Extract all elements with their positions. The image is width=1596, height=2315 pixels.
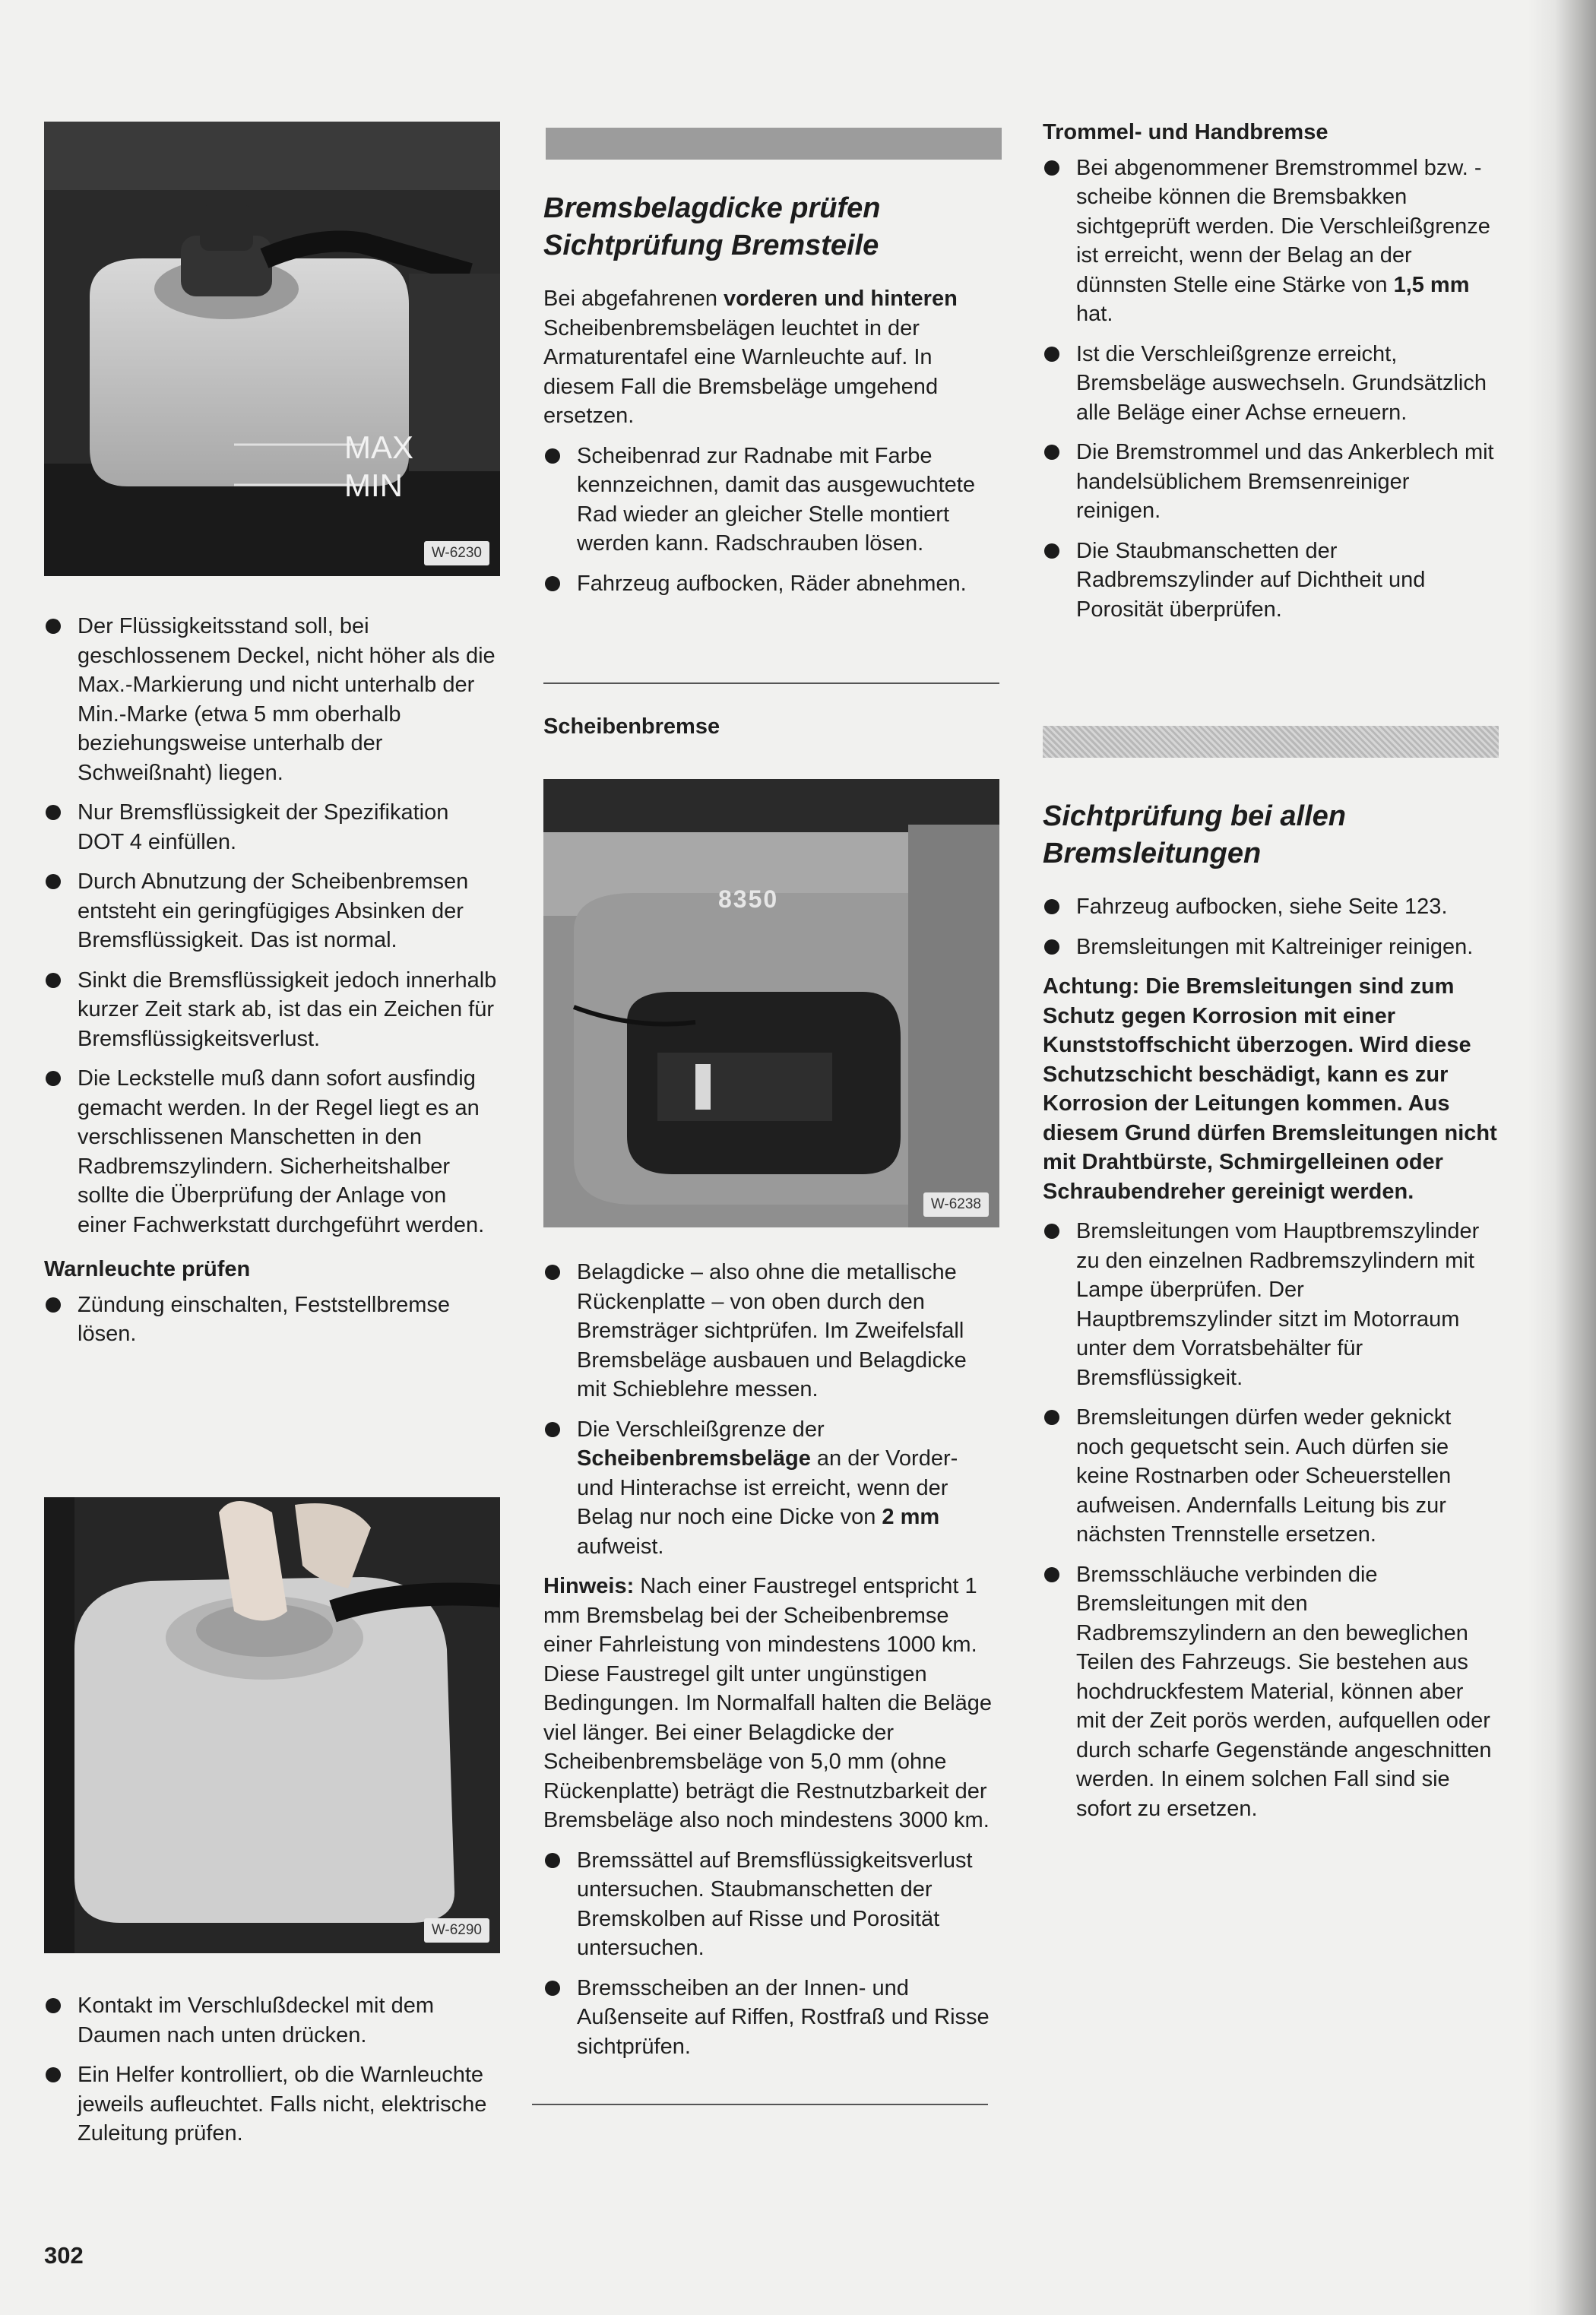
title-line-2: Bremsleitungen: [1043, 838, 1262, 869]
list-item-text: Belagdicke – also ohne die metallische Rückenplatte – von oben durch den Bremsträger sichtprüfen. Im Zweifelsfall Bremsbeläge ausbauen und Belagdicke mit Schieblehre messen.: [577, 1260, 967, 1401]
list-item: [543, 1258, 999, 1405]
list-item: [1043, 438, 1499, 526]
title-line-2: Sichtprüfung Bremsteile: [543, 230, 879, 261]
col1-text-a: [44, 612, 500, 1360]
list-item: [44, 1291, 500, 1349]
cap-illustration: [44, 1497, 500, 1953]
caliper-stamp: 8350: [718, 885, 779, 913]
intro-bold: vorderen und hinteren: [724, 287, 958, 311]
list-item: [44, 2060, 500, 2149]
col3-text-a: [1043, 118, 1499, 635]
list-item: [1043, 154, 1499, 329]
figure-code: W-6230: [424, 541, 489, 565]
list-item: [44, 1064, 500, 1240]
section-bar-dotted: [1043, 726, 1499, 758]
max-label: MAX: [344, 429, 414, 465]
list-item: [1043, 537, 1499, 625]
list-item: [1043, 1403, 1499, 1550]
subheading-scheibenbremse: Scheibenbremse: [543, 714, 720, 739]
warning-paragraph: Achtung: Die Bremsleitungen sind zum Schutz gegen Korrosion mit einer Kunststoffschicht überzogen. Wird diese Schutzschicht beschädigt, kann es zur Korrosion der Leitungen kommen. Aus diesem Grund dürfen Bremsleitungen nicht mit Drahtbürste, Schmirgelleinen oder Schraubendreher gereinigt werden.: [1043, 974, 1497, 1204]
figure-code: W-6238: [923, 1192, 989, 1217]
list-item-text: Bei abgenommener Bremstrommel bzw. -scheibe können die Bremsbakken sichtgeprüft werden. Die Verschleißgrenze ist erreicht, wenn der Belag an der dünnsten Stelle eine Stärke von 1,5 mm hat.: [1076, 155, 1490, 326]
col1-text-b: [44, 1991, 500, 2159]
bullet-icon: [1044, 445, 1059, 460]
list-item: [44, 1991, 500, 2050]
col2-text-a: [543, 190, 999, 609]
divider: [532, 2104, 988, 2105]
bullet-icon: [46, 1998, 61, 2013]
list-item: [1043, 1560, 1499, 1824]
bullet-icon: [46, 1071, 61, 1086]
list-item-text: Bremsscheiben an der Innen- und Außenseite auf Riffen, Rostfraß und Risse sichtprüfen.: [577, 1975, 990, 2059]
photo-brake-caliper: [543, 779, 999, 1227]
intro-text-end: Scheibenbremsbelägen leuchtet in der Armaturentafel eine Warnleuchte auf. In diesem Fall die Bremsbeläge umgehend ersetzen.: [543, 315, 939, 428]
bullet-icon: [46, 805, 61, 820]
bullet-icon: [1044, 939, 1059, 955]
min-label: MIN: [344, 467, 403, 503]
list-item: [543, 1415, 999, 1562]
col3-text-b: [1043, 798, 1499, 1834]
list-item-text: Der Flüssigkeitsstand soll, bei geschlossenem Deckel, nicht höher als die Max.-Markierung und nicht unterhalb der Min.-Marke (etwa 5 mm oberhalb beziehungsweise unterhalb der Schweißnaht) liegen.: [78, 614, 496, 785]
list-item: [543, 442, 999, 559]
bullet-icon: [545, 1981, 560, 1996]
list-item: [44, 966, 500, 1054]
list-item: [44, 867, 500, 955]
page-number: 302: [44, 2242, 84, 2269]
list-item-text: Fahrzeug aufbocken, siehe Seite 123.: [1076, 895, 1448, 919]
subheading-trommel: Trommel- und Handbremse: [1043, 120, 1328, 144]
bullet-icon: [545, 576, 560, 591]
title-line-1: Sichtprüfung bei allen: [1043, 800, 1347, 832]
list-item-text: Ein Helfer kontrolliert, ob die Warnleuchte jeweils aufleuchtet. Falls nicht, elektrische Zuleitung prüfen.: [78, 2063, 487, 2146]
bullet-icon: [1044, 899, 1059, 914]
list-item-text: Bremsleitungen vom Hauptbremszylinder zu den einzelnen Radbremszylindern mit Lampe überprüfen. Der Hauptbremszylinder sitzt im Motorraum unter dem Vorratsbehälter für Bremsflüssigkeit.: [1076, 1219, 1480, 1390]
bullet-icon: [46, 2067, 61, 2082]
bullet-icon: [46, 619, 61, 634]
list-item: [1043, 340, 1499, 428]
title-line-1: Bremsbelagdicke prüfen: [543, 192, 881, 224]
list-item-text: Die Staubmanschetten der Radbremszylinder auf Dichtheit und Porosität überprüfen.: [1076, 538, 1426, 622]
list-item-text: Bremssättel auf Bremsflüssigkeitsverlust untersuchen. Staubmanschetten der Bremskolben auf Risse und Porosität untersuchen.: [577, 1848, 973, 1960]
intro-paragraph: [543, 284, 999, 431]
note-text: Nach einer Faustregel entspricht 1 mm Bremsbelag bei der Scheibenbremse einer Fahrleistung von mindestens 1000 km. Diese Faustregel gilt unter ungünstigen Bedingungen. Im Normalfall halten die Beläge viel länger. Bei einer Belagdicke der Scheibenbremsbeläge von 5,0 mm (ohne Rückenplatte) beträgt die Restnutzbarkeit der Bremsbeläge also noch mindestens 3000 km.: [543, 1574, 993, 1832]
bullet-icon: [46, 874, 61, 889]
list-item-text: Sinkt die Bremsflüssigkeit jedoch innerhalb kurzer Zeit stark ab, ist das ein Zeichen für Bremsflüssigkeitsverlust.: [78, 967, 497, 1051]
bullet-icon: [1044, 1224, 1059, 1239]
list-item-text: Die Verschleißgrenze der Scheibenbremsbeläge an der Vorder- und Hinterachse ist erreicht, wenn der Belag nur noch eine Dicke von 2 mm aufweist.: [577, 1417, 958, 1559]
list-item: [543, 569, 999, 599]
list-item-text: Kontakt im Verschlußdeckel mit dem Daumen nach unten drücken.: [78, 1994, 435, 2047]
bullet-icon: [1044, 160, 1059, 176]
list-item-text: Die Bremstrommel und das Ankerblech mit handelsüblichem Bremsenreiniger reinigen.: [1076, 440, 1494, 523]
bullet-icon: [1044, 347, 1059, 362]
bullet-icon: [545, 1265, 560, 1280]
list-item: [44, 798, 500, 857]
list-item-text: Scheibenrad zur Radnabe mit Farbe kennzeichnen, damit das ausgewuchtete Rad wieder an gleicher Stelle montiert werden kann. Radschrauben lösen.: [577, 443, 975, 556]
bullet-icon: [545, 1422, 560, 1437]
hinweis-note: [543, 1572, 999, 1835]
binding-shadow: [1528, 0, 1596, 2315]
divider: [543, 682, 999, 684]
list-item-text: Nur Bremsflüssigkeit der Spezifikation DOT 4 einfüllen.: [78, 800, 449, 854]
section-bar: [546, 128, 1002, 160]
reservoir-illustration: [44, 122, 500, 576]
intro-text: Bei abgefahrenen: [543, 287, 724, 311]
bullet-icon: [1044, 1567, 1059, 1582]
list-item-text: Die Leckstelle muß dann sofort ausfindig gemacht werden. In der Regel liegt es an verschlissenen Manschetten in den Radbremszylindern. Sicherheitshalber sollte die Überprüfung der Anlage von einer Fachwerkstatt durchgeführt werden.: [78, 1066, 485, 1237]
section-title: [1043, 798, 1499, 872]
figure-code: W-6290: [424, 1918, 489, 1943]
note-label: Hinweis:: [543, 1574, 635, 1598]
list-item: [543, 1974, 999, 2062]
bullet-icon: [545, 448, 560, 464]
list-item: [1043, 1217, 1499, 1392]
photo-reservoir-max-min: [44, 122, 500, 576]
list-item-text: Ist die Verschleißgrenze erreicht, Bremsbeläge auswechseln. Grundsätzlich alle Beläge einer Achse erneuern.: [1076, 341, 1487, 425]
list-item-text: Zündung einschalten, Feststellbremse lösen.: [78, 1292, 451, 1346]
subheading-warnleuchte: Warnleuchte prüfen: [44, 1257, 251, 1281]
bullet-icon: [1044, 543, 1059, 559]
photo-reservoir-cap: [44, 1497, 500, 1953]
list-item: [543, 1846, 999, 1963]
list-item: [44, 612, 500, 787]
caliper-illustration: [543, 779, 999, 1227]
list-item-text: Durch Abnutzung der Scheibenbremsen entsteht ein geringfügiges Absinken der Bremsflüssigkeit. Das ist normal.: [78, 869, 469, 952]
list-item: [1043, 933, 1499, 962]
bullet-icon: [46, 1297, 61, 1313]
list-item-text: Bremsleitungen mit Kaltreiniger reinigen.: [1076, 934, 1474, 959]
list-item: [1043, 892, 1499, 922]
bullet-icon: [1044, 1410, 1059, 1425]
bullet-icon: [46, 973, 61, 988]
list-item-text: Bremsschläuche verbinden die Bremsleitungen mit den Radbremszylindern an den beweglichen Teilen des Fahrzeugs. Sie bestehen aus hochdruckfestem Material, können aber mit der Zeit porös werden, aufquellen oder durch scharfe Gegenstände angeschnitten werden. In einem solchen Fall sind sie sofort zu ersetzen.: [1076, 1562, 1492, 1821]
list-item-text: Bremsleitungen dürfen weder geknickt noch gequetscht sein. Auch dürfen sie keine Rostnarben oder Scheuerstellen aufweisen. Andernfalls Leitung bis zur nächsten Trennstelle ersetzen.: [1076, 1405, 1452, 1547]
list-item-text: Fahrzeug aufbocken, Räder abnehmen.: [577, 571, 967, 596]
col2-text-b: [543, 1258, 999, 2072]
section-title: [543, 190, 999, 264]
bullet-icon: [545, 1853, 560, 1868]
